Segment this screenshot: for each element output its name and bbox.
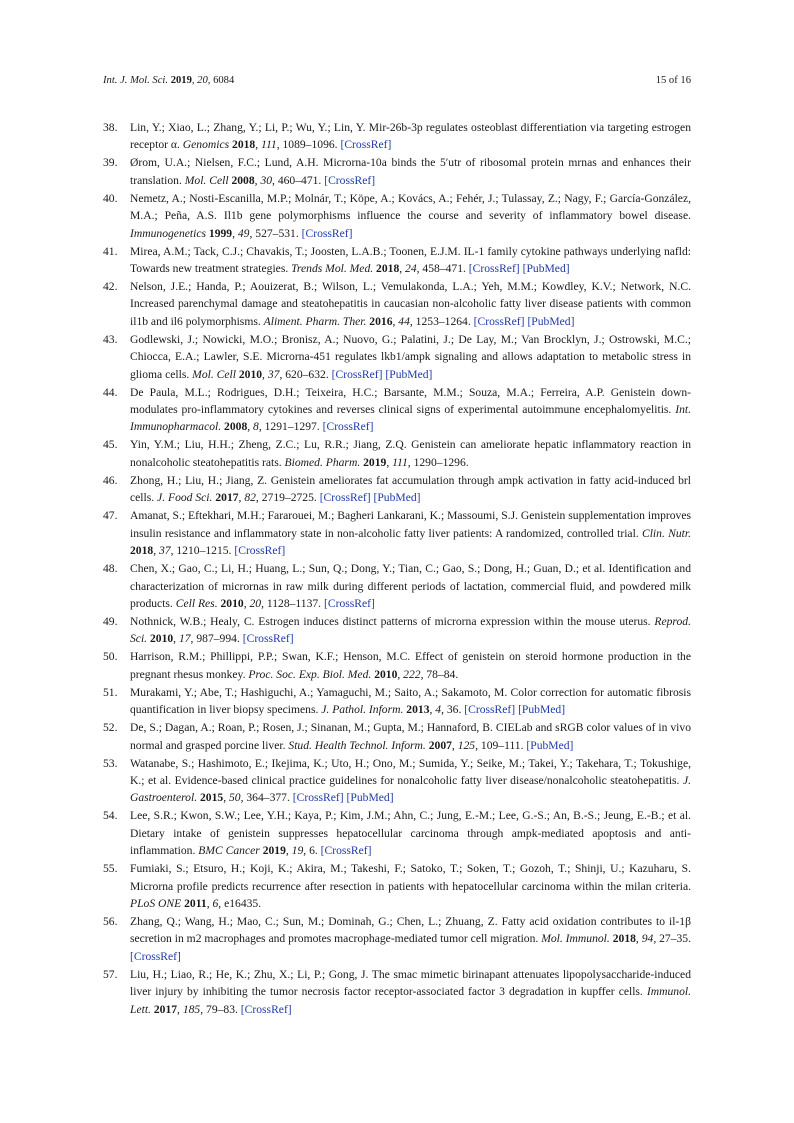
reference-authors-title: Godlewski, J.; Nowicki, M.O.; Bronisz, A.; Nuovo, G.; Palatini, J.; De Lay, M.; Van Brocklyn, J.; Ostrowski, M.C.; Chiocca, E.A.; Lawler, S.E. Microrna-451 regulates lkb1/ampk signaling and allows adaptation to metabolic stress in glioma cells. [130,332,691,381]
reference-pages: , 1210–1215. [170,544,235,558]
reference-item: 48. Chen, X.; Gao, C.; Li, H.; Huang, L.; Sun, Q.; Dong, Y.; Tian, C.; Gao, S.; Dong, H.; Guan, D.; et al. Identification and characterization of micrornas in raw milk during different periods of lactation, commercial fluid, and powdered milk products. Cell Res. 2010, 20, 1128–1137. [CrossRef] [103,562,691,610]
reference-journal: Mol. Cell [192,367,236,381]
reference-authors-title: Murakami, Y.; Abe, T.; Hashiguchi, A.; Yamaguchi, M.; Saito, A.; Sakamoto, M. Color correction for automatic fibrosis quantification in liver biopsy specimens. [130,685,691,717]
reference-volume: 30 [260,173,273,187]
pubmed-link[interactable]: [PubMed] [346,791,394,805]
reference-item: 52. De, S.; Dagan, A.; Roan, P.; Rosen, J.; Sinanan, M.; Gupta, M.; Hannaford, B. CIELab and sRGB color values of in vivo normal and grasped porcine liver. Stud. Health Technol. Inform. 2007, 125, 109–111. [PubMed] [103,721,691,752]
reference-journal: Mol. Cell [184,173,229,187]
crossref-link[interactable]: [CrossRef] [242,632,294,646]
journal-citation: Int. J. Mol. Sci. 2019, 20, 6084 [103,75,235,86]
reference-number: 57. [103,967,118,981]
reference-pages: , 1089–1096. [276,138,341,152]
reference-item: 56. Zhang, Q.; Wang, H.; Mao, C.; Sun, M.; Dominah, G.; Chen, L.; Zhuang, Z. Fatty acid oxidation contributes to il-1β secretion in m2 macrophages and promotes macrophage-mediated tumor cell migration. Mol. Immunol. 2018, 94, 27–35. [CrossRef] [103,914,691,963]
reference-item: 55. Fumiaki, S.; Etsuro, H.; Koji, K.; Akira, M.; Takeshi, F.; Satoko, T.; Soken, T.; Gozoh, T.; Shinji, U.; Kazuharu, S. Microrna profile predicts recurrence after resection in patients with hepatocellular carcinoma within the milan criteria. PLoS ONE 2011, 6, e16435. [103,862,691,910]
reference-pages: , 527–531. [249,226,302,240]
reference-volume: 4 [435,703,442,717]
reference-number: 56. [103,914,118,928]
reference-authors-title: Mirea, A.M.; Tack, C.J.; Chavakis, T.; Joosten, L.A.B.; Toonen, E.J.M. IL-1 family cytokine pathways underlying nafld: Towards new treatment strategies. [130,244,691,276]
reference-volume: 185 [182,1002,201,1016]
reference-volume: 222 [403,667,421,681]
reference-number: 49. [103,614,118,628]
page-number: 15 of 16 [655,75,691,86]
reference-pages: , 27–35. [653,932,691,946]
reference-authors-title: Zhong, H.; Liu, H.; Jiang, Z. Genistein ameliorates fat accumulation through ampk activation in fatty acid-induced brl cells. [130,473,691,505]
reference-pages: , 79–83. [200,1002,241,1016]
reference-volume: 94 [641,932,654,946]
reference-journal: Stud. Health Technol. Inform. [288,738,426,752]
reference-year: 2018 [232,138,256,152]
reference-pages: , 109–111. [475,738,527,752]
reference-authors-title: Lee, S.R.; Kwon, S.W.; Lee, Y.H.; Kaya, P.; Kim, J.M.; Ahn, C.; Jung, E.-M.; Lee, G.-S.; An, B.-S.; Jeung, E.-B.; et al. Dietary intake of genistein suppresses hepatocellular carcinoma through ampk-mediated apoptosis and anti-inflammation. [130,809,691,858]
crossref-link[interactable]: [CrossRef] [468,262,520,276]
crossref-link[interactable]: [CrossRef] [340,138,392,152]
reference-number: 43. [103,332,118,346]
reference-volume: 37 [158,544,171,558]
reference-year: 2008 [231,173,255,187]
reference-authors-title: Liu, H.; Liao, R.; He, K.; Zhu, X.; Li, P.; Gong, J. The smac mimetic birinapant attenuates lipopolysaccharide-induced liver injury by inhibiting the tumor necrosis factor receptor-associated factor 3 degradation in kupffer cells. [130,967,691,999]
reference-item: 40. Nemetz, A.; Nosti-Escanilla, M.P.; Molnár, T.; Köpe, A.; Kovács, A.; Fehér, J.; Tulassay, Z.; Nagy, F.; García-González, M.A.; Peña, A.S. Il1b gene polymorphisms influence the course and severity of inflammatory bowel disease. Immunogenetics 1999, 49, 527–531. [CrossRef] [103,191,691,240]
running-header [103,74,691,90]
reference-item: 53. Watanabe, S.; Hashimoto, E.; Ikejima, K.; Uto, H.; Ono, M.; Sumida, Y.; Seike, M.; Takei, Y.; Takehara, T.; Tokushige, K.; et al. Evidence-based clinical practice guidelines for nonalcoholic fatty liver disease/nonalcoholic steatohepatitis. J. Gastroenterol. 2015, 50, 364–377. [CrossRef] [PubMed] [103,756,691,805]
reference-year: 2015 [200,791,224,805]
reference-authors-title: Harrison, R.M.; Phillippi, P.P.; Swan, K.F.; Henson, M.C. Effect of genistein on steroid hormone production in the pregnant rhesus monkey. [130,650,691,681]
reference-pages: , 6. [303,844,321,858]
reference-journal: Cell Res. [175,596,218,610]
reference-item: 54. Lee, S.R.; Kwon, S.W.; Lee, Y.H.; Kaya, P.; Kim, J.M.; Ahn, C.; Jung, E.-M.; Lee, G.-S.; An, B.-S.; Jeung, E.-B.; et al. Dietary intake of genistein suppresses hepatocellular carcinoma through ampk-mediated apoptosis and anti-inflammation. BMC Cancer 2019, 19, 6. [CrossRef] [103,809,691,858]
reference-pages: , 78–84. [420,667,459,681]
reference-volume: 82 [244,491,256,505]
reference-journal: Immunol. Lett. [130,985,691,1016]
reference-year: 2019 [363,455,387,469]
reference-authors-title: Zhang, Q.; Wang, H.; Mao, C.; Sun, M.; Dominah, G.; Chen, L.; Zhuang, Z. Fatty acid oxidation contributes to il-1β secretion in m2 macrophages and promotes macrophage-mediated tumor cell migration. [130,914,691,946]
reference-pages: , 460–471. [272,173,325,187]
reference-number: 41. [103,244,118,258]
reference-number: 53. [103,756,118,770]
reference-volume: 111 [392,455,408,469]
reference-year: 2018 [376,262,400,276]
crossref-link[interactable]: [CrossRef] [323,596,375,610]
crossref-link[interactable]: [CrossRef] [473,314,525,328]
reference-number: 46. [103,473,118,487]
crossref-link[interactable]: [CrossRef] [130,949,181,963]
crossref-link[interactable]: [CrossRef] [322,420,374,434]
reference-number: 40. [103,191,118,205]
journal-name: Int. J. Mol. Sci. [103,75,169,86]
reference-journal: Immunogenetics [130,226,206,240]
reference-year: 2010 [374,667,398,681]
reference-pages: , 36. [441,703,465,717]
reference-number: 51. [103,685,118,699]
crossref-link[interactable]: [CrossRef] [464,703,516,717]
reference-year: 2018 [612,932,636,946]
reference-journal: Mol. Immunol. [541,932,610,946]
journal-year: 2019 [170,75,192,86]
reference-pages: , 1290–1296. [407,455,469,469]
reference-volume: 44 [398,314,410,328]
reference-journal: Trends Mol. Med. [291,262,374,276]
reference-authors-title: Nelson, J.E.; Handa, P.; Aouizerat, B.; Wilson, L.; Vemulakonda, L.A.; Yeh, M.M.; Kowdley, K.V.; Network, N.C. Increased parenchymal damage and steatohepatitis in caucasian non-alcoholic fatty liver disease patients with common il1b and il6 polymorphisms. [130,280,691,328]
reference-journal: J. Pathol. Inform. [321,703,404,717]
reference-journal: Int. Immunopharmacol. [130,403,691,434]
crossref-link[interactable]: [CrossRef] [320,844,372,858]
reference-item: 41. Mirea, A.M.; Tack, C.J.; Chavakis, T.; Joosten, L.A.B.; Toonen, E.J.M. IL-1 family cytokine pathways underlying nafld: Towards new treatment strategies. Trends Mol. Med. 2018, 24, 458–471. [CrossRef] [PubMed] [103,244,691,276]
crossref-link[interactable]: [CrossRef] [292,791,344,805]
reference-authors-title: Fumiaki, S.; Etsuro, H.; Koji, K.; Akira, M.; Takeshi, F.; Satoko, T.; Soken, T.; Gozoh, T.; Shinji, U.; Kazuharu, S. Microrna profile predicts recurrence after resection in patients with hepatocellular carcinoma within the milan criteria. [130,862,691,893]
reference-year: 2019 [262,844,286,858]
reference-year: 2017 [153,1002,178,1016]
reference-number: 54. [103,809,118,823]
crossref-link[interactable]: [CrossRef] [319,491,371,505]
reference-number: 45. [103,438,118,452]
reference-year: 2016 [369,314,393,328]
crossref-link[interactable]: [CrossRef] [324,173,376,187]
reference-year: 1999 [208,226,233,240]
reference-volume: 50 [228,791,241,805]
reference-item: 50. Harrison, R.M.; Phillippi, P.P.; Swan, K.F.; Henson, M.C. Effect of genistein on steroid hormone production in the pregnant rhesus monkey. Proc. Soc. Exp. Biol. Med. 2010, 222, 78–84. [103,650,691,681]
reference-pages: , 458–471. [416,262,469,276]
reference-number: 47. [103,509,118,523]
pubmed-link[interactable]: [PubMed] [527,314,575,328]
reference-volume: 24 [405,262,417,276]
reference-year: 2010 [149,632,174,646]
reference-journal: Biomed. Pharm. [284,455,361,469]
reference-volume: 125 [457,738,476,752]
reference-item: 39. Ørom, U.A.; Nielsen, F.C.; Lund, A.H. Microrna-10a binds the 5′utr of ribosomal protein mrnas and enhances their translation. Mol. Cell 2008, 30, 460–471. [CrossRef] [103,156,691,187]
reference-volume: 37 [267,367,280,381]
reference-authors-title: Chen, X.; Gao, C.; Li, H.; Huang, L.; Sun, Q.; Dong, Y.; Tian, C.; Gao, S.; Dong, H.; Guan, D.; et al. Identification and characterization of micrornas in raw milk during different periods of lactation, commercial fluid, and powdered milk products. [130,562,691,610]
reference-year: 2010 [238,367,263,381]
reference-item: 38. Lin, Y.; Xiao, L.; Zhang, Y.; Li, P.; Wu, Y.; Lin, Y. Mir-26b-3p regulates osteoblast differentiation via targeting estrogen receptor α. Genomics 2018, 111, 1089–1096. [CrossRef] [103,121,691,152]
reference-journal: Reprod. Sci. [130,614,691,646]
reference-authors-title: De Paula, M.L.; Rodrigues, D.H.; Teixeira, H.C.; Barsante, M.M.; Souza, M.A.; Ferreira, A.P. Genistein down-modulates pro-inflammatory cytokines and reverses clinical signs of experimental autoimmune encephalomyelitis. [130,385,691,417]
reference-authors-title: Nothnick, W.B.; Healy, C. Estrogen induces distinct patterns of microrna expression within the mouse uterus. [130,614,655,628]
reference-volume: 8 [253,420,259,434]
reference-journal: BMC Cancer [198,844,260,858]
pubmed-link[interactable]: [PubMed] [526,738,574,752]
reference-item: 45. Yin, Y.M.; Liu, H.H.; Zheng, Z.C.; Lu, R.R.; Jiang, Z.Q. Genistein can ameliorate hepatic inflammatory reaction in nonalcoholic steatohepatitis rats. Biomed. Pharm. 2019, 111, 1290–1296. [103,438,691,469]
reference-authors-title: Watanabe, S.; Hashimoto, E.; Ikejima, K.; Uto, H.; Ono, M.; Sumida, Y.; Seike, M.; Takei, Y.; Takehara, T.; Tokushige, K.; et al. Evidence-based clinical practice guidelines for nonalcoholic fatty liver disease/nonalcoholic steatohepatitis. [130,756,691,787]
reference-item: 43. Godlewski, J.; Nowicki, M.O.; Bronisz, A.; Nuovo, G.; Palatini, J.; De Lay, M.; Van Brocklyn, J.; Ostrowski, M.C.; Chiocca, E.A.; Lawler, S.E. Microrna-451 regulates lkb1/ampk signaling and allows adaptation to metabolic stress in glioma cells. Mol. Cell 2010, 37, 620–632. [CrossRef] [PubMed] [103,332,691,381]
reference-volume: 17 [178,632,191,646]
reference-number: 52. [103,721,118,735]
reference-year: 2008 [224,420,248,434]
reference-year: 2018 [130,544,154,558]
reference-item: 42. Nelson, J.E.; Handa, P.; Aouizerat, B.; Wilson, L.; Vemulakonda, L.A.; Yeh, M.M.; Kowdley, K.V.; Network, N.C. Increased parenchymal damage and steatohepatitis in caucasian non-alcoholic fatty liver disease patients with common il1b and il6 polymorphisms. Aliment. Pharm. Ther. 2016, 44, 1253–1264. [CrossRef] [PubMed] [103,280,691,328]
reference-number: 38. [103,121,118,134]
reference-number: 42. [103,280,118,294]
reference-pages: , 1291–1297. [258,420,323,434]
pubmed-link[interactable]: [PubMed] [385,367,433,381]
reference-authors-title: Nemetz, A.; Nosti-Escanilla, M.P.; Molnár, T.; Köpe, A.; Kovács, A.; Fehér, J.; Tulassay, Z.; Nagy, F.; García-González, M.A.; Peña, A.S. Il1b gene polymorphisms influence the course and severity of inflammatory bowel disease. [130,191,691,223]
reference-volume: 6 [212,896,219,910]
pubmed-link[interactable]: [PubMed] [373,491,421,505]
reference-pages: , e16435. [218,896,262,910]
reference-authors-title: Amanat, S.; Eftekhari, M.H.; Fararouei, M.; Bagheri Lankarani, K.; Massoumi, S.J. Genistein supplementation improves insulin resistance and inflammatory state in non-alcoholic fatty liver patients: A randomized, controlled trial. [130,509,691,540]
reference-year: 2017 [215,491,239,505]
reference-pages: , 1128–1137. [261,596,324,610]
reference-authors-title: Lin, Y.; Xiao, L.; Zhang, Y.; Li, P.; Wu, Y.; Lin, Y. Mir-26b-3p regulates osteoblast differentiation via targeting estrogen receptor α. [130,121,691,152]
crossref-link[interactable]: [CrossRef] [240,1002,292,1016]
reference-item: 47. Amanat, S.; Eftekhari, M.H.; Fararouei, M.; Bagheri Lankarani, K.; Massoumi, S.J. Genistein supplementation improves insulin resistance and inflammatory state in non-alcoholic fatty liver patients: A randomized, controlled trial. Clin. Nutr. 2018, 37, 1210–1215. [CrossRef] [103,509,691,558]
reference-number: 50. [103,650,118,664]
reference-item: 44. De Paula, M.L.; Rodrigues, D.H.; Teixeira, H.C.; Barsante, M.M.; Souza, M.A.; Ferreira, A.P. Genistein down-modulates pro-inflammatory cytokines and reverses clinical signs of experimental autoimmune encephalomyelitis. Int. Immunopharmacol. 2008, 8, 1291–1297. [CrossRef] [103,385,691,434]
reference-journal: J. Gastroenterol. [130,773,691,805]
reference-authors-title: Ørom, U.A.; Nielsen, F.C.; Lund, A.H. Microrna-10a binds the 5′utr of ribosomal protein mrnas and enhances their translation. [130,156,691,187]
reference-journal: J. Food Sci. [157,491,213,505]
reference-number: 44. [103,385,118,399]
pubmed-link[interactable]: [PubMed] [522,262,570,276]
journal-article: , 6084 [207,75,235,86]
reference-number: 39. [103,156,118,170]
reference-journal: Clin. Nutr. [641,526,691,540]
reference-year: 2013 [406,703,430,717]
reference-number: 48. [103,562,118,576]
reference-pages: , 620–632. [279,367,332,381]
reference-journal: Aliment. Pharm. Ther. [263,314,367,328]
reference-volume: 20 [249,596,262,610]
crossref-link[interactable]: [CrossRef] [331,367,383,381]
reference-item: 51. Murakami, Y.; Abe, T.; Hashiguchi, A.; Yamaguchi, M.; Saito, A.; Sakamoto, M. Color correction for automatic fibrosis quantification in liver biopsy specimens. J. Pathol. Inform. 2013, 4, 36. [CrossRef] [PubMed] [103,685,691,717]
reference-year: 2010 [220,596,244,610]
reference-pages: , 1253–1264. [409,314,474,328]
crossref-link[interactable]: [CrossRef] [234,544,286,558]
journal-volume: 20 [197,75,208,86]
reference-year: 2007 [428,738,452,752]
reference-pages: , 2719–2725. [255,491,320,505]
reference-pages: , 364–377. [240,791,293,805]
reference-item: 57. Liu, H.; Liao, R.; He, K.; Zhu, X.; Li, P.; Gong, J. The smac mimetic birinapant attenuates lipopolysaccharide-induced liver injury by inhibiting the tumor necrosis factor receptor-associated factor 3 degradation in kupffer cells. Immunol. Lett. 2017, 185, 79–83. [CrossRef] [103,967,691,1016]
crossref-link[interactable]: [CrossRef] [301,226,353,240]
reference-journal: Proc. Soc. Exp. Biol. Med. [248,667,372,681]
reference-item: 49. Nothnick, W.B.; Healy, C. Estrogen induces distinct patterns of microrna expression within the mouse uterus. Reprod. Sci. 2010, 17, 987–994. [CrossRef] [103,614,691,646]
reference-pages: , 987–994. [190,632,243,646]
reference-number: 55. [103,862,118,876]
reference-item: 46. Zhong, H.; Liu, H.; Jiang, Z. Genistein ameliorates fat accumulation through ampk activation in fatty acid-induced brl cells. J. Food Sci. 2017, 82, 2719–2725. [CrossRef] [PubMed] [103,473,691,505]
reference-authors-title: Yin, Y.M.; Liu, H.H.; Zheng, Z.C.; Lu, R.R.; Jiang, Z.Q. Genistein can ameliorate hepatic inflammatory reaction in nonalcoholic steatohepatitis rats. [130,438,691,469]
pubmed-link[interactable]: [PubMed] [518,703,566,717]
reference-journal: PLoS ONE [130,896,182,910]
reference-volume: 19 [291,844,304,858]
reference-volume: 49 [237,226,250,240]
reference-volume: 111 [261,138,277,152]
reference-authors-title: De, S.; Dagan, A.; Roan, P.; Rosen, J.; Sinanan, M.; Gupta, M.; Hannaford, B. CIELab and sRGB color values of in vivo normal and grasped porcine liver. [130,721,691,752]
reference-list [103,119,691,1019]
reference-journal: Genomics [182,138,230,152]
reference-year: 2011 [184,896,207,910]
